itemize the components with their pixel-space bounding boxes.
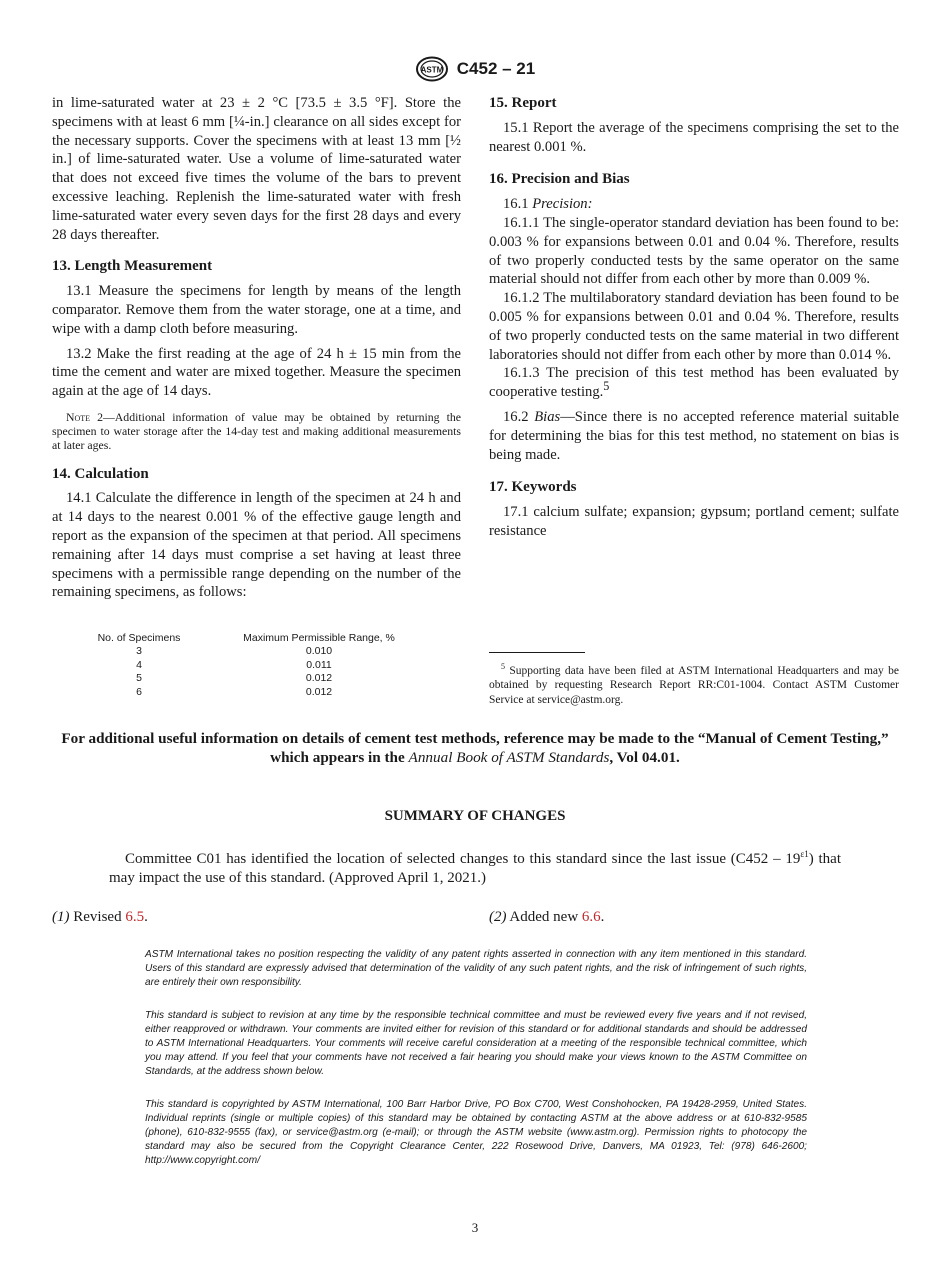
table-cell: 3: [136, 645, 142, 658]
section-link-6-6[interactable]: 6.6: [581, 909, 601, 925]
note-label: Note: [66, 409, 91, 424]
bias-label: Bias: [534, 408, 561, 425]
paragraph-12-continued: in lime-saturated water at 23 ± 2 °C [73.5 ± 3.5 °F]. Store the specimens with at least 6 mm [¼-in.] clearance on all sides except for the necessary supports. Cover the specimens with at least 13 mm [½ in.] of lime-saturated water. Use a volume of lime-saturated water that does not exceed five times the volume of the bars to prevent excessive leaching. Replenish the lime-saturated water with fresh lime-saturated water every seven days for the first 28 days and every 28 days thereafter.: [52, 95, 461, 243]
paragraph-16-1: [489, 195, 899, 214]
annual-book-title: Annual Book of ASTM Standards: [408, 749, 610, 766]
right-column: [489, 94, 899, 541]
table-cell: 5: [136, 672, 142, 685]
section-13-heading: 13. Length Measurement: [52, 258, 213, 275]
table-cell: 0.010: [305, 645, 333, 658]
designation: C452 – 21: [456, 59, 536, 78]
table-row: [80, 672, 440, 685]
legal-notice-revision: This standard is subject to revision at any time by the responsible technical committee and must be reviewed every five years and if not revised, either reapproved or withdrawn. Your comments are invited either for revision of this standard or for additional standards and should be addressed to ASTM International Headquarters. Your comments will receive careful consideration at a meeting of the responsible technical committee, which you may attend. If you feel that your comments have not received a fair hearing you should make your views known to the ASTM Committee on Standards, at the address shown below.: [145, 1010, 807, 1078]
change-end: .: [144, 909, 148, 925]
paragraph-16-2: [489, 408, 899, 464]
paragraph-16-1-3: [489, 364, 899, 402]
additional-info-volume: , Vol 04.01.: [609, 749, 680, 766]
paragraph-16-1-2: 16.1.2 The multilaboratory standard deviation has been found to be 0.005 % for expansions between 0.01 and 0.04 %. Therefore, results of two properly conducted tests on the same material in two different laboratories should not differ from each other by more than 0.014 %.: [489, 290, 899, 363]
footnote-5: [489, 664, 899, 707]
additional-info-note: [52, 729, 898, 767]
paragraph-16-1-1: 16.1.1 The single-operator standard deviation has been found to be: 0.003 % for expansions between 0.01 and 0.04 %. Therefore, results of two properly conducted tests by the same operator on the same material should not differ from each other by more than 0.009 %.: [489, 214, 899, 288]
svg-text:ASTM: ASTM: [420, 65, 444, 75]
note-text: 2—Additional information of value may be obtained by returning the specimen to water storage after the 14-day test and making additional measurements at later ages.: [52, 409, 461, 453]
change-number: (2): [489, 909, 507, 925]
summary-text-end: ) that may impact the use of this standard. (Approved April 1, 2021.): [109, 851, 841, 886]
footnote-number: 5: [501, 662, 505, 672]
change-item-2: [489, 909, 604, 926]
table-row: [80, 659, 440, 672]
table-header-range: Maximum Permissible Range, %: [243, 632, 395, 644]
legal-notice-patents: ASTM International takes no position respecting the validity of any patent rights asserted in connection with any item mentioned in this standard. Users of this standard are expressly advised that determination of the validity of any such patent rights, and the risk of infringement of such rights, are entirely their own responsibility.: [145, 949, 807, 989]
paragraph-text: —Since there is no accepted reference material suitable for determining the bias for this test method, no statement on bias is being made.: [489, 408, 899, 463]
paragraph-text: 16.1.3 The precision of this test method has been evaluated by cooperative testing.: [489, 365, 899, 401]
footnote-rule: [489, 652, 585, 653]
paragraph-number: 16.2: [503, 408, 529, 425]
legal-notice-copyright: This standard is copyrighted by ASTM International, 100 Barr Harbor Drive, PO Box C700, West Conshohocken, PA 19428-2959, United States. Individual reprints (single or multiple copies) of this standard may be obtained by contacting ASTM at the above address or at 610-832-9585 (phone), 610-832-9555 (fax), or service@astm.org (e-mail); or through the ASTM website (www.astm.org). Permission rights to photocopy the standard may also be secured from the Copyright Clearance Center, 222 Rosewood Drive, Danvers, MA 01923, Tel: (978) 646-2600; http://www.copyright.com/: [145, 1099, 807, 1167]
section-16-heading: 16. Precision and Bias: [489, 171, 630, 188]
page-number: 3: [471, 1220, 479, 1235]
change-end: .: [600, 909, 605, 925]
paragraph-14-1: 14.1 Calculate the difference in length of the specimen at 24 h and at 14 days to the nearest 0.001 % of the effective gauge length and report as the expansion of the specimen at that period. All specimens remaining after 14 days must comprise a set having at least three specimens with a permissible range depending on the number of the remaining specimens, as follows:: [52, 490, 461, 601]
summary-superscript: ε1: [800, 849, 809, 859]
summary-text: Committee C01 has identified the location of selected changes to this standard since the last issue (C452 – 19: [125, 851, 801, 867]
paragraph-15-1: 15.1 Report the average of the specimens comprising the set to the nearest 0.001 %.: [489, 119, 899, 155]
table-cell: 0.012: [305, 685, 333, 698]
table-header-specimens: No. of Specimens: [97, 632, 181, 644]
footnote-text: Supporting data have been filed at ASTM International Headquarters and may be obtained by requesting Research Report RR:C01-1004. Contact ASTM Customer Service at service@astm.org.: [489, 665, 899, 706]
additional-info-text: For additional useful information on details of cement test methods, reference may be made to the “Manual of Cement Testing,” which appears in the: [61, 730, 889, 766]
table-row: [80, 686, 440, 699]
table-header-row: [80, 632, 440, 645]
change-text: Revised: [69, 909, 126, 925]
paragraph-13-1: 13.1 Measure the specimens for length by means of the length comparator. Remove them from the water storage, one at a time, and wipe with a damp cloth before measuring.: [52, 283, 461, 337]
note-2: [52, 410, 461, 453]
section-14-heading: 14. Calculation: [52, 465, 149, 482]
precision-label: Precision:: [532, 196, 593, 213]
paragraph-17-1: 17.1 calcium sulfate; expansion; gypsum; portland cement; sulfate resistance: [489, 504, 899, 539]
table-cell: 0.012: [305, 672, 333, 685]
change-text: Added new: [506, 909, 582, 925]
table-cell: 6: [136, 685, 142, 698]
table-cell: 0.011: [306, 658, 332, 671]
section-link-6-5[interactable]: 6.5: [125, 909, 145, 925]
paragraph-13-2: 13.2 Make the first reading at the age of 24 h ± 15 min from the time the cement and water are mixed together. Measure the specimen again at the age of 14 days.: [52, 345, 461, 400]
table-cell: 4: [136, 658, 142, 671]
footnote-ref: 5: [603, 379, 610, 394]
section-17-heading: 17. Keywords: [489, 479, 577, 496]
change-item-1: [52, 909, 148, 926]
change-number: (1): [52, 909, 70, 925]
paragraph-number: 16.1: [503, 196, 529, 213]
summary-of-changes-title: SUMMARY OF CHANGES: [384, 808, 566, 824]
page-header: [0, 56, 950, 82]
astm-logo-icon: [415, 56, 449, 82]
section-15-heading: 15. Report: [489, 95, 557, 111]
left-column: [52, 94, 461, 602]
summary-paragraph: [109, 850, 841, 888]
table-row: [80, 645, 440, 658]
permissible-range-table: [80, 632, 440, 699]
